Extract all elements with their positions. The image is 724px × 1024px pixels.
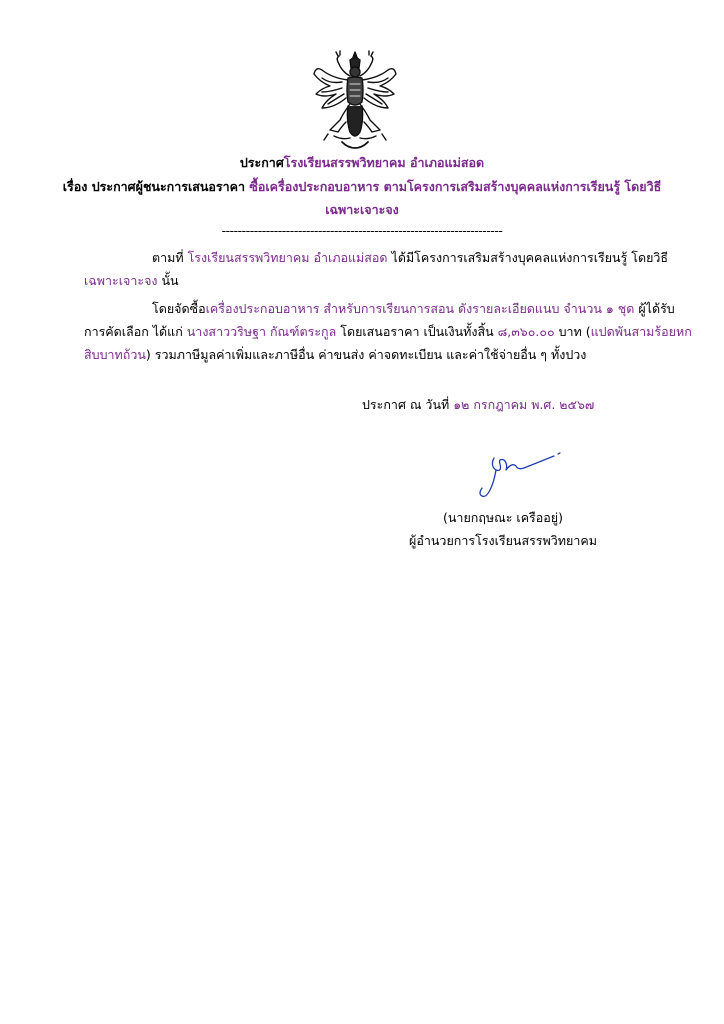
garuda-emblem-icon [312,50,398,150]
subject-text: ซื้อเครื่องประกอบอาหาร ตามโครงการเสริมสร้างบุคคลแห่งการเรียนรู้ โดยวิธี [249,179,662,194]
para1-school: โรงเรียนสรรพวิทยาคม อำเภอแม่สอด [187,250,388,265]
bid-text: โดยเสนอราคา เป็นเงินทั้งสิ้น [336,324,498,339]
paragraph-2-line-2 [84,321,692,343]
paragraph-1-line-2 [84,270,179,292]
announcement-date: ๑๒ กรกฎาคม พ.ศ. ๒๕๖๗ [453,397,595,412]
para1-method: เฉพาะเจาะจง [84,273,158,288]
para2-prefix: โดยจัดซื้อ [152,301,206,316]
title-divider: ---------------------------------------------------------------------- [221,223,503,238]
currency-unit: บาท ( [554,324,591,339]
amount-in-words: แปดพันสามร้อยหก [590,324,692,339]
paragraph-2-line-3 [84,344,586,366]
winner-name: นางสาววริษฐา กัณฑ์ตระกูล [186,324,337,339]
bid-amount: ๘,๓๖๐.๐๐ [497,324,555,339]
subject-line [42,176,682,198]
tax-clause: ) รวมภาษีมูลค่าเพิ่มและภาษีอื่น ค่าขนส่ง ค่าจดทะเบียน และค่าใช้จ่ายอื่น ๆ ทั้งปวง [145,347,587,362]
subject-prefix: เรื่อง ประกาศผู้ชนะการเสนอราคา [62,179,250,194]
selection-prefix: การคัดเลือก ได้แก่ [84,324,187,339]
handwritten-signature-icon [472,452,564,500]
announcement-title [0,152,724,174]
purchase-item: เครื่องประกอบอาหาร สำหรับการเรียนการสอน ดังรายละเอียดแนบ จำนวน ๑ ชุด [205,301,635,316]
announcement-date-line [362,394,594,416]
date-prefix: ประกาศ ณ วันที่ [362,397,454,412]
paragraph-1-line-1 [152,247,668,269]
para1-rest: ได้มีโครงการเสริมสร้างบุคคลแห่งการเรียนรู้ โดยวิธี [387,250,669,265]
signatory-position: ผู้อำนวยการโรงเรียนสรรพวิทยาคม [409,533,597,548]
para1-end: นั้น [157,273,179,288]
para1-prefix: ตามที่ [152,250,188,265]
school-name: โรงเรียนสรรพวิทยาคม อำเภอแม่สอด [283,155,485,170]
para2-rest: ผู้ได้รับ [634,301,675,316]
signatory-name: (นายกฤษณะ เครืออยู่) [443,510,563,525]
paragraph-2-line-1 [152,298,675,320]
title-prefix: ประกาศ [239,155,284,170]
subject-method: เฉพาะเจาะจง [325,202,399,217]
amount-in-words-end: สิบบาทถ้วน [84,347,146,362]
